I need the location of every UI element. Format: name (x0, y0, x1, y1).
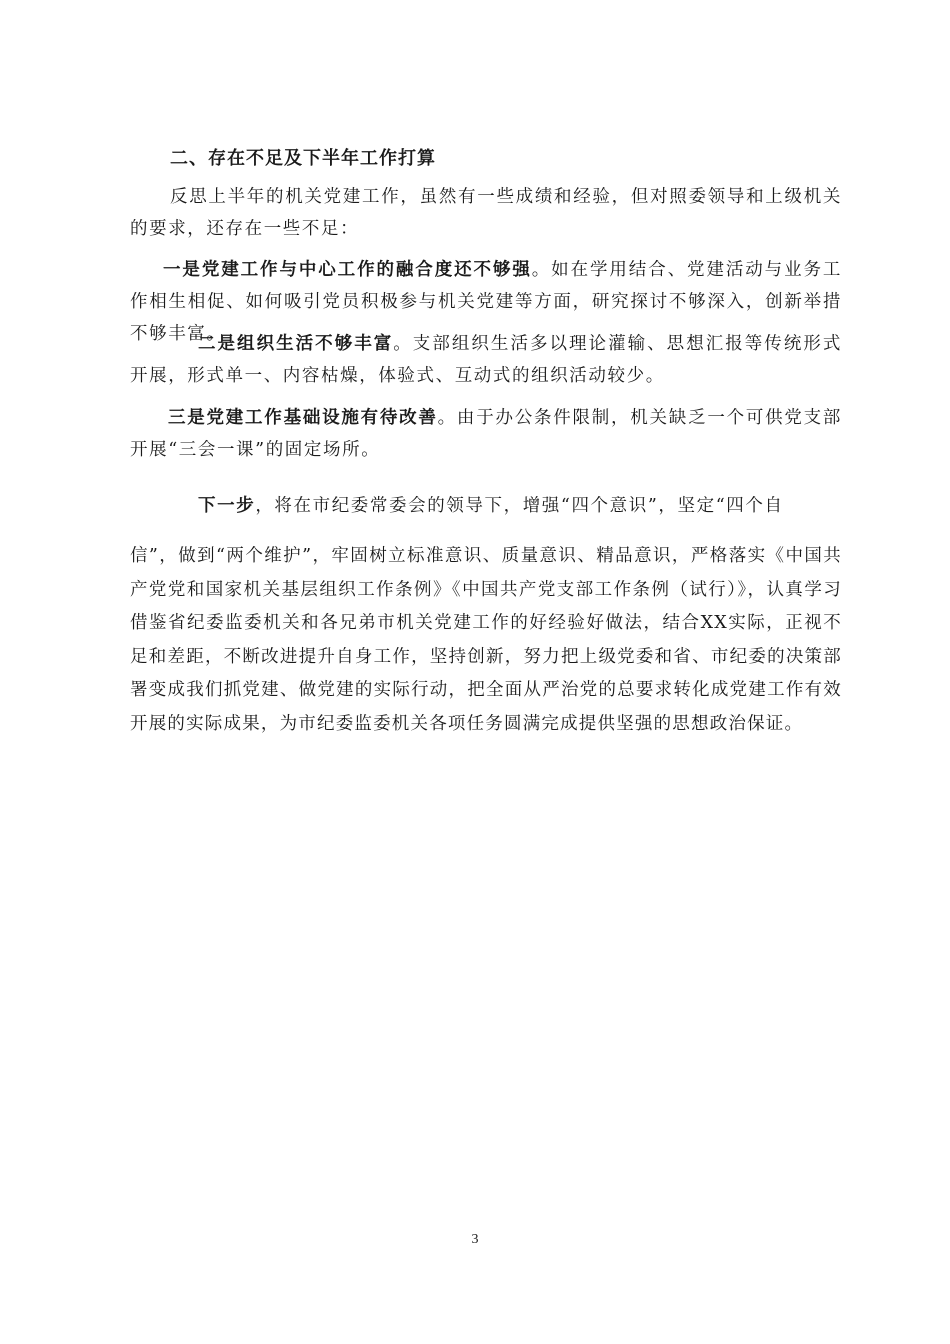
point-two-paragraph (130, 328, 842, 392)
page-number: 3 (471, 1232, 479, 1247)
next-step-body: 信”，做到“两个维护”，牢固树立标准意识、质量意识、精品意识，严格落实《中国共产党党和国家机关基层组织工作条例》《中国共产党支部工作条例（试行）》，认真学习借鉴省纪委监委机关和各兄弟市机关党建工作的好经验好做法，结合XX实际，正视不足和差距，不断改进提升自身工作，坚持创新，努力把上级党委和省、市纪委的决策部署变成我们抓党建、做党建的实际行动，把全面从严治党的总要求转化成党建工作有效开展的实际成果，为市纪委监委机关各项任务圆满完成提供坚强的思想政治保证。 (130, 546, 842, 734)
point-one-lead: 一是党建工作与中心工作的融合度还不够强 (163, 260, 532, 280)
next-step-paragraph (130, 540, 842, 741)
next-step-lead: 下一步 (198, 496, 256, 516)
section-heading: 二、存在不足及下半年工作打算 (170, 148, 436, 169)
point-three-lead: 三是党建工作基础设施有待改善 (168, 408, 438, 428)
next-step-first-line (130, 490, 842, 522)
point-three-body: 。由于办公条件限制，机关缺乏一个可供党支部开展“三会一课”的固定场所。 (130, 408, 842, 460)
point-three-paragraph (130, 402, 842, 466)
point-two-body: 。支部组织生活多以理论灌输、思想汇报等传统形式开展，形式单一、内容枯燥，体验式、互动式的组织活动较少。 (130, 334, 842, 386)
point-one-body: 。如在学用结合、党建活动与业务工作相生相促、如何吸引党员积极参与机关党建等方面，研究探讨不够深入，创新举措不够丰富。 (130, 260, 842, 344)
intro-text: 反思上半年的机关党建工作，虽然有一些成绩和经验，但对照委领导和上级机关的要求，还存在一些不足： (130, 187, 842, 239)
point-two-lead: 二是组织生活不够丰富 (198, 334, 394, 354)
intro-paragraph (130, 181, 842, 245)
next-step-body-first: ，将在市纪委常委会的领导下，增强“四个意识”，坚定“四个自 (255, 496, 784, 516)
